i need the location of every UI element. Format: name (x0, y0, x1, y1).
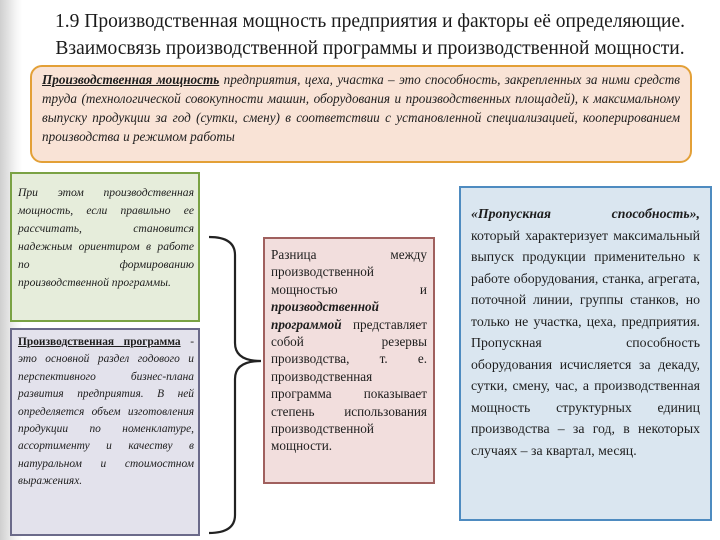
curly-brace-icon (205, 235, 265, 535)
throughput-term-left: «Пропускная (471, 206, 552, 221)
definition-text: предприятия, цеха, участка – это способность, закрепленных за ними средств труда (технологической совокупности машин, оборудования и производственных площадей), к максимальному выпуску продукции за год (сутки, смену) в соответствии с установленной специализацией, кооперированием производства и режимом работы (42, 72, 680, 144)
throughput-term-right: способность», (611, 206, 700, 221)
difference-text-1: Разница между производственной мощностью и (271, 247, 427, 297)
note-text: При этом производственная мощность, если правильно ее рассчитать, становится надежным ориентиром в работе по формированию производственной программы. (18, 186, 194, 289)
note-box-green (10, 172, 200, 322)
throughput-box (459, 186, 712, 521)
difference-strong: производственной программой (271, 299, 379, 332)
program-definition-box (10, 328, 200, 536)
slide-title (30, 8, 710, 62)
difference-box (263, 237, 435, 484)
program-term: Производственная программа (18, 336, 181, 348)
program-text: - это основной раздел годового и перспективного бизнес-плана развития предприятия. В ней определяется объем изготовления продукции по номенклатуре, ассортименту и качеству в натуральном и стоимостном выражениях. (18, 336, 194, 488)
definition-term: Производственная мощность (42, 72, 220, 87)
throughput-text: который характеризует максимальный выпуск продукции применительно к работе оборудования, станка, агрегата, поточной линии, группы станков, но только не участка, цеха, предприятия. Пропускная способность оборудования исчисляется за декаду, сутки, смену, час, а производственная мощность структурных единиц производства – за год, в некоторых случаях – за квартал, месяц. (471, 227, 700, 458)
title-line-2: Взаимосвязь производственной программы и производственной мощности. (55, 38, 685, 59)
throughput-heading (471, 203, 700, 225)
title-line-1: 1.9 Производственная мощность предприятия и факторы её определяющие. (55, 11, 685, 32)
definition-box (30, 65, 692, 163)
difference-text-2: представляет собой резервы производства, т. е. производственная программа показывает степень использования производственной мощности. (271, 316, 427, 454)
